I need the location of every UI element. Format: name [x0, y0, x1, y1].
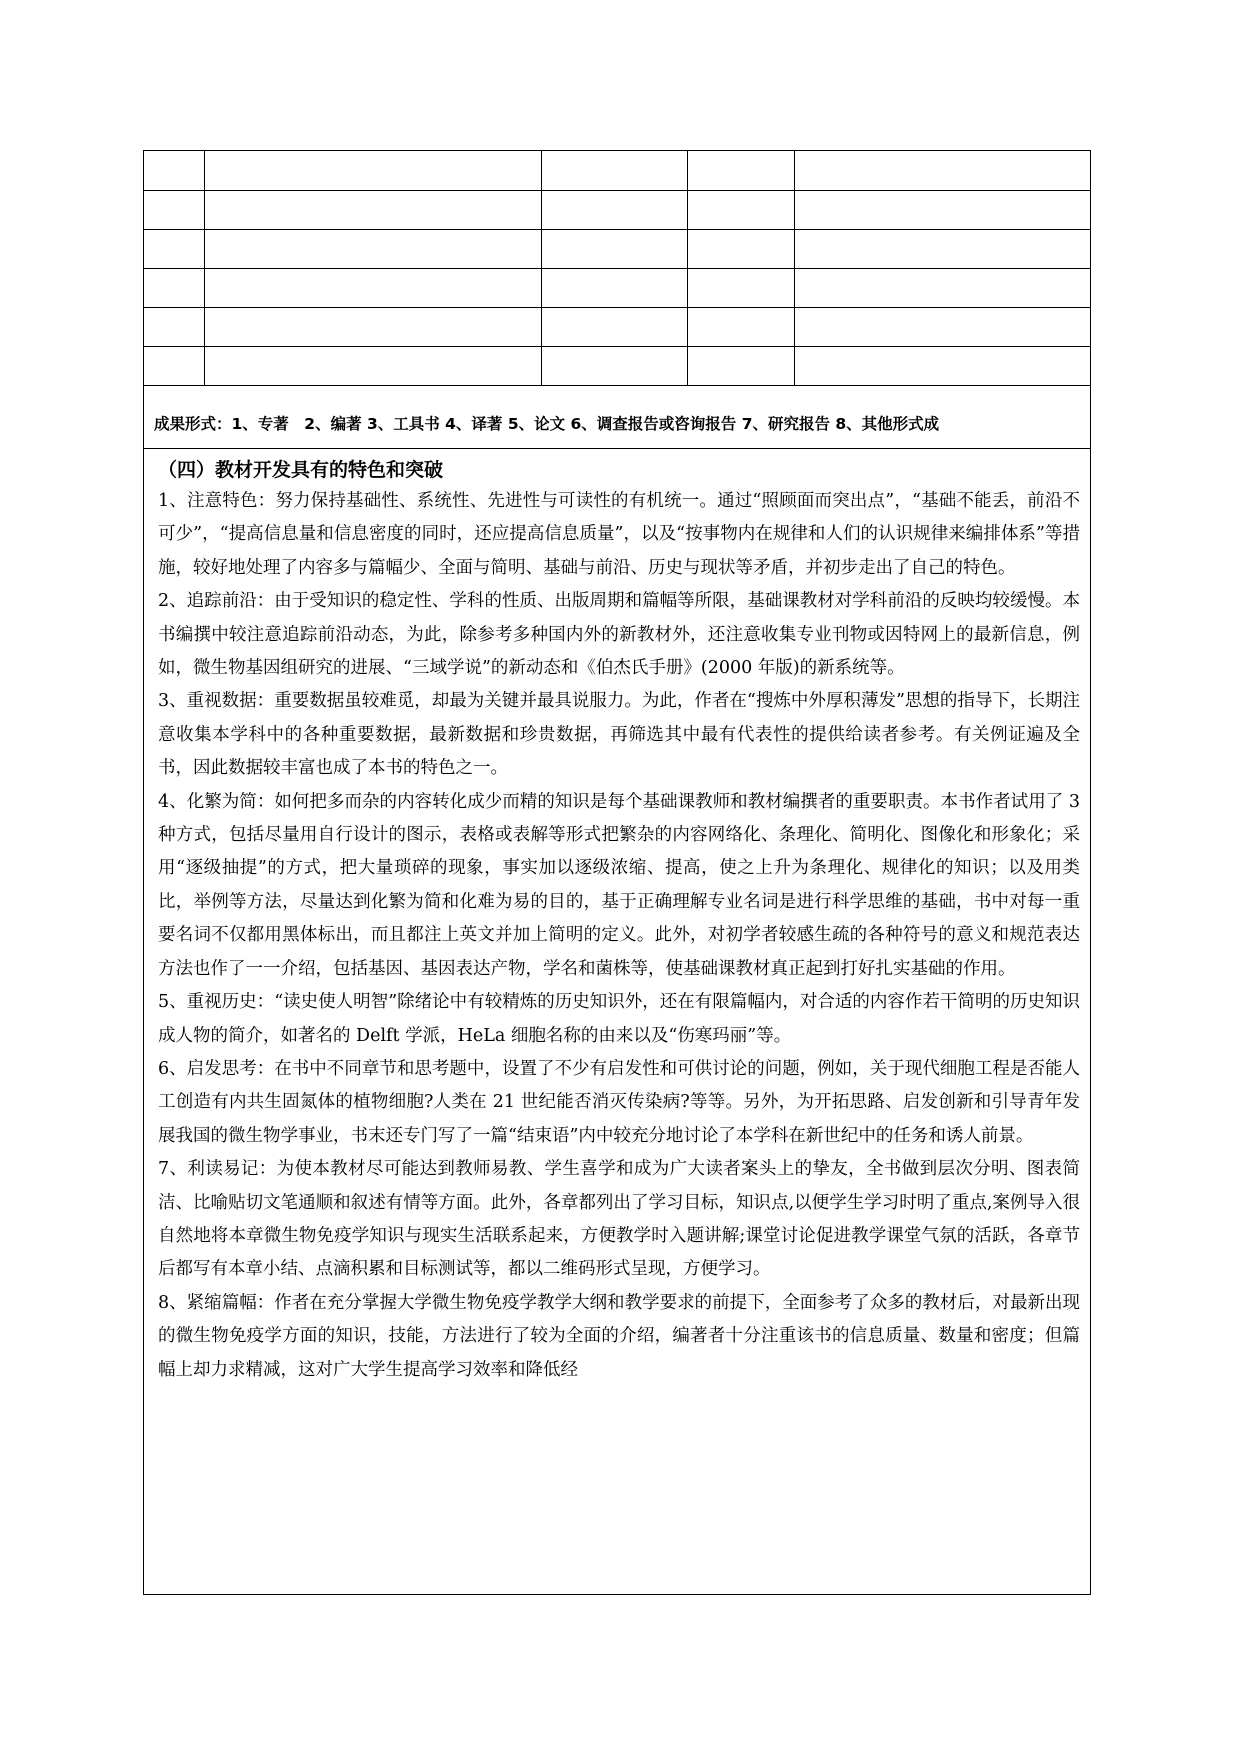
table-row — [144, 346, 1090, 385]
section-heading: （四）教材开发具有的特色和突破 — [158, 459, 444, 481]
table-cell — [144, 151, 204, 190]
table-cell — [204, 190, 541, 229]
table-cell — [794, 307, 1090, 346]
table-cell — [794, 190, 1090, 229]
table-cell — [687, 268, 794, 307]
table-cell — [204, 346, 541, 385]
table-cell — [687, 190, 794, 229]
table-row — [144, 268, 1090, 307]
table-cell — [687, 151, 794, 190]
table-row — [144, 229, 1090, 268]
paragraph-8: 8、紧缩篇幅：作者在充分掌握大学微生物免疫学教学大纲和教学要求的前提下，全面参考了众多的教材后，对最新出现的微生物免疫学方面的知识，技能，方法进行了较为全面的介绍，编著者十分注重该书的信息质量、数量和密度；但篇幅上却力求精减，这对广大学生提高学习效率和降低经 — [158, 1292, 1080, 1380]
results-table — [144, 151, 1090, 386]
table-cell — [541, 268, 687, 307]
paragraph-1: 1、注意特色：努力保持基础性、系统性、先进性与可读性的有机统一。通过“照顾面而突出点”，“基础不能丢，前沿不可少”，“提高信息量和信息密度的同时，还应提高信息质量”，以及“按事物内在规律和人们的认识规律来编排体系”等措施，较好地处理了内容多与篇幅少、全面与简明、基础与前沿、历史与现状等矛盾，并初步走出了自己的特色。 — [158, 491, 1080, 578]
table-cell — [144, 307, 204, 346]
table-cell — [204, 229, 541, 268]
table-cell — [204, 307, 541, 346]
table-cell — [794, 151, 1090, 190]
table-cell — [204, 268, 541, 307]
result-forms-line: 成果形式：1、专著 2、编著 3、工具书 4、译著 5、论文 6、调查报告或咨询报告 7、研究报告 8、其他形式成 — [144, 399, 1090, 449]
table-cell — [794, 268, 1090, 307]
paragraph-6: 6、启发思考：在书中不同章节和思考题中，设置了不少有启发性和可供讨论的问题，例如，关于现代细胞工程是否能人工创造有内共生固氮体的植物细胞?人类在 21 世纪能否消灭传染病?等等。另外，为开拓思路、启发创新和引导青年发展我国的微生物学事业，书末还专门写了一篇“结束语”内中较充分地讨论了本学科在新世纪中的任务和诱人前景。 — [158, 1058, 1080, 1146]
paragraph-5: 5、重视历史：“读史使人明智”除绪论中有较精炼的历史知识外，还在有限篇幅内，对合适的内容作若干简明的历史知识成人物的简介，如著名的 Delft 学派，HeLa 细胞名称的由来以及“伤寒玛丽”等。 — [158, 992, 1080, 1046]
form-frame — [143, 150, 1091, 1595]
paragraph-4: 4、化繁为简：如何把多而杂的内容转化成少而精的知识是每个基础课教师和教材编撰者的重要职责。本书作者试用了 3 种方式，包括尽量用自行设计的图示，表格或表解等形式把繁杂的内容网络化、条理化、简明化、图像化和形象化；采用“逐级抽提”的方式，把大量琐碎的现象，事实加以逐级浓缩、提高，使之上升为条理化、规律化的知识；以及用类比，举例等方法，尽量达到化繁为简和化难为易的目的，基于正确理解专业名词是进行科学思维的基础，书中对每一重要名词不仅都用黑体标出，而且都注上英文并加上简明的定义。此外，对初学者较感生疏的各种符号的意义和规范表达方法也作了一一介绍，包括基因、基因表达产物，学名和菌株等，使基础课教材真正起到打好扎实基础的作用。 — [158, 791, 1080, 979]
paragraph-7: 7、利读易记：为使本教材尽可能达到教师易教、学生喜学和成为广大读者案头上的挚友，全书做到层次分明、图表简洁、比喻贴切文笔通顺和叙述有情等方面。此外，各章都列出了学习目标，知识点,以便学生学习时明了重点,案例导入很自然地将本章微生物免疫学知识与现实生活联系起来，方便教学时入题讲解;课堂讨论促进教学课堂气氛的活跃，各章节后都写有本章小结、点滴积累和目标测试等，都以二维码形式呈现，方便学习。 — [158, 1159, 1080, 1280]
features-section — [144, 449, 1090, 1387]
table-cell — [541, 307, 687, 346]
table-cell — [687, 346, 794, 385]
table-cell — [204, 151, 541, 190]
table-cell — [541, 346, 687, 385]
table-cell — [144, 268, 204, 307]
table-cell — [144, 229, 204, 268]
table-cell — [687, 229, 794, 268]
table-cell — [144, 190, 204, 229]
table-row — [144, 190, 1090, 229]
table-cell — [144, 346, 204, 385]
table-cell — [794, 229, 1090, 268]
table-row — [144, 151, 1090, 190]
table-cell — [541, 151, 687, 190]
table-cell — [541, 190, 687, 229]
table-cell — [541, 229, 687, 268]
paragraph-3: 3、重视数据：重要数据虽较难觅，却最为关键并最具说服力。为此，作者在“搜炼中外厚积薄发”思想的指导下，长期注意收集本学科中的各种重要数据，最新数据和珍贵数据，再筛选其中最有代表性的提供给读者参考。有关例证遍及全书，因此数据较丰富也成了本书的特色之一。 — [158, 691, 1080, 779]
paragraph-2: 2、追踪前沿：由于受知识的稳定性、学科的性质、出版周期和篇幅等所限，基础课教材对学科前沿的反映均较缓慢。本书编撰中较注意追踪前沿动态，为此，除参考多种国内外的新教材外，还注意收集专业刊物或因特网上的最新信息，例如，微生物基因组研究的进展、“三域学说”的新动态和《伯杰氏手册》(2000 年版)的新系统等。 — [158, 591, 1080, 679]
table-cell — [794, 346, 1090, 385]
table-cell — [687, 307, 794, 346]
table-row — [144, 307, 1090, 346]
